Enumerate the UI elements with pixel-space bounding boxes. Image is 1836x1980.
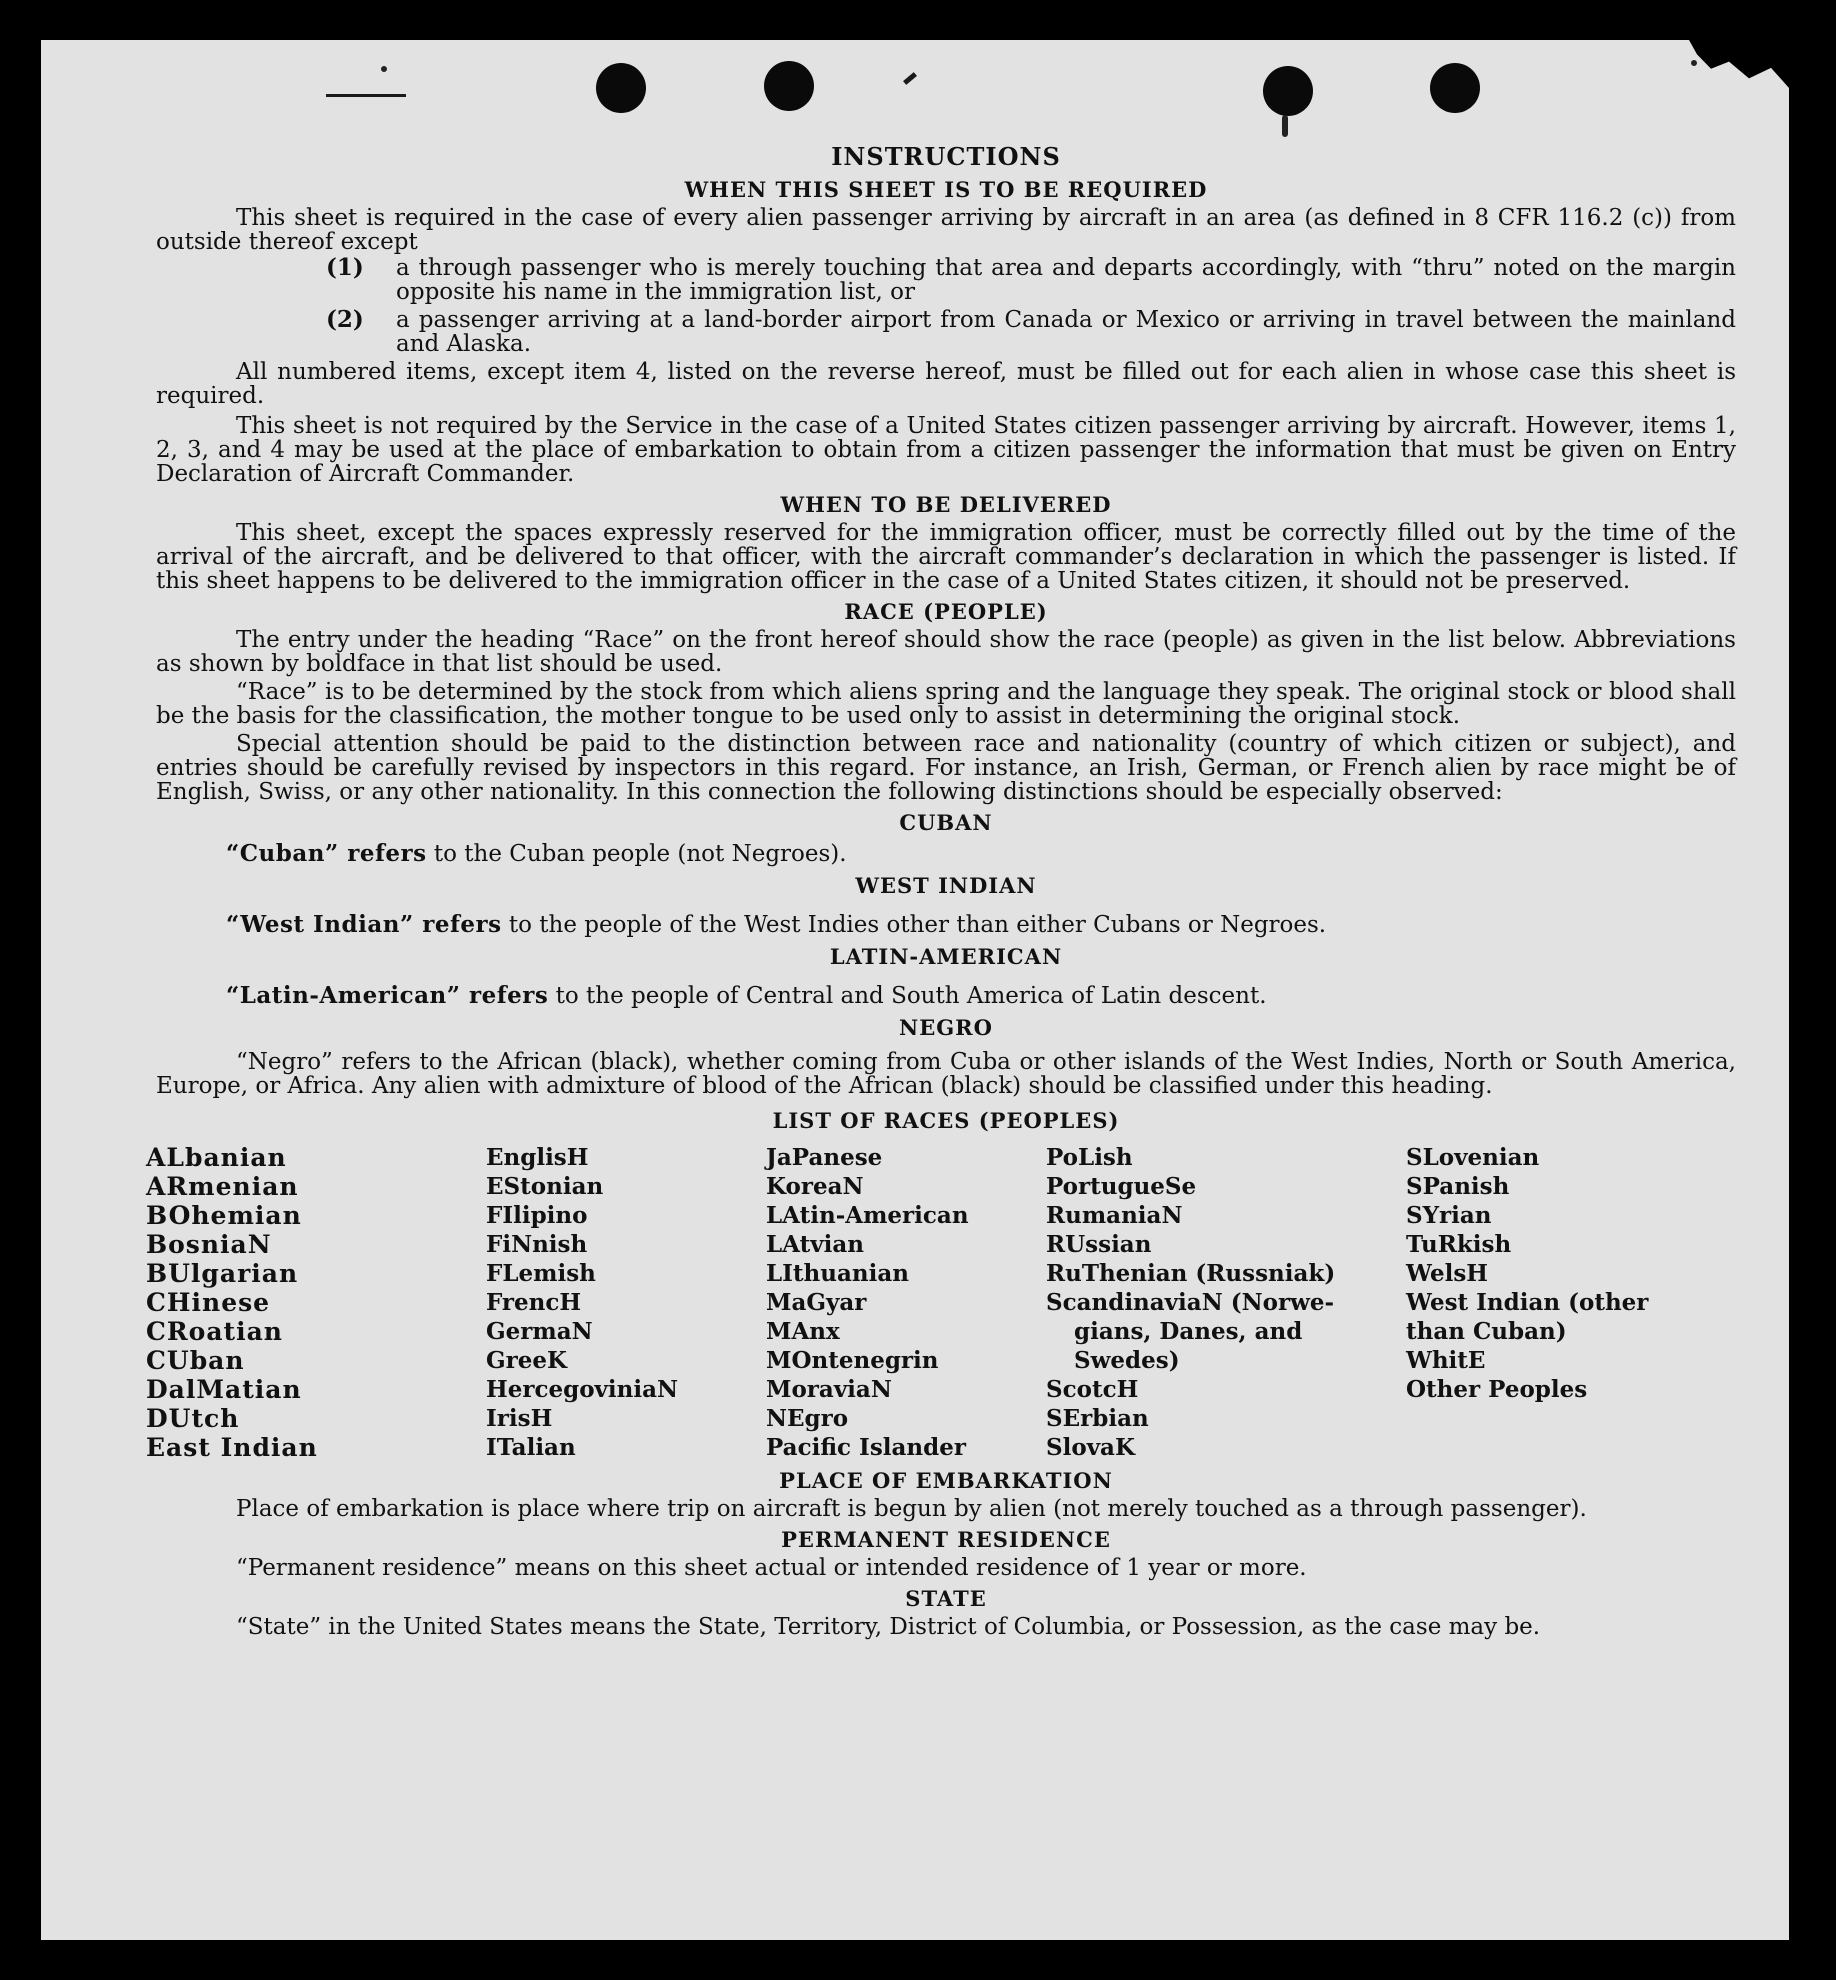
race-entry: IrisH [486,1405,553,1432]
document-sheet [41,40,1789,1940]
race-entry: ITalian [486,1434,576,1461]
page-title: INSTRUCTIONS [831,142,1061,171]
when-required-intro: This sheet is required in the case of every alien passenger arriving by aircraft in an area (as defined in 8 CFR 116.2 (c)) from outside thereof except [156,205,1736,255]
race-entry: KoreaN [766,1173,864,1200]
definition-term: “Cuban” refers [226,840,427,867]
race-entry: BUlgarian [146,1259,299,1288]
definition-term: “West Indian” refers [226,911,502,938]
race-entry: LAtvian [766,1231,864,1258]
section-heading-west-indian: WEST INDIAN [855,873,1037,898]
when-delivered-para: This sheet, except the spaces expressly reserved for the immigration officer, must be correctly filled out by the time of the arrival of the aircraft, and be delivered to that officer, with the aircraft commander’s declaration in which the passenger is listed. If this sheet happens to be delivered to the immigration officer in the case of a United States citizen, it should not be preserved. [156,520,1736,594]
race-column [486,1143,766,1462]
race-entry: FLemish [486,1260,596,1287]
when-required-para-3: This sheet is not required by the Service in the case of a United States citizen passenger arriving by aircraft. However, items 1, 2, 3, and 4 may be used at the place of embarkation to obtain from a citizen passenger the information that must be given on Entry Declaration of Aircraft Commander. [156,413,1736,487]
pencil-mark [326,94,406,97]
pencil-mark [903,72,917,85]
speck [381,66,387,72]
race-entry: SLovenian [1406,1144,1540,1171]
race-entry: MOntenegrin [766,1347,939,1374]
when-required-para-2: All numbered items, except item 4, listed on the reverse hereof, must be filled out for each alien in whose case this sheet is required. [156,359,1736,409]
race-para-2: “Race” is to be determined by the stock from which aliens spring and the language they speak. The original stock or blood shall be the basis for the classification, the mother tongue to be used only to assist in determining the original stock. [156,679,1736,729]
race-column [1406,1143,1666,1462]
instructions-content [146,100,1736,1640]
race-entry: BosniaN [146,1230,272,1259]
section-heading-negro: NEGRO [899,1015,993,1040]
race-entry: SPanish [1406,1173,1510,1200]
race-entry: TuRkish [1406,1231,1512,1258]
race-entry: EStonian [486,1173,604,1200]
race-entry: SYrian [1406,1202,1492,1229]
race-entry: EnglisH [486,1144,589,1171]
race-entry: ALbanian [146,1143,287,1172]
item-number: (2) [326,306,364,333]
exception-item-1 [326,256,1736,304]
race-entry: MoraviaN [766,1376,892,1403]
race-entry: than Cuban) [1406,1318,1567,1345]
race-entry: Swedes) [1074,1347,1180,1374]
race-entry: gians, Danes, and [1074,1318,1303,1345]
section-heading-permanent-residence: PERMANENT RESIDENCE [781,1527,1111,1552]
race-entry: SErbian [1046,1405,1149,1432]
race-entry: RuThenian (Russniak) [1046,1260,1336,1287]
definition-text: to the Cuban people (not Negroes). [433,841,847,867]
section-heading-when-required: WHEN THIS SHEET IS TO BE REQUIRED [684,177,1208,202]
race-entry: HercegoviniaN [486,1376,679,1403]
section-heading-list-of-races: LIST OF RACES (PEOPLES) [772,1108,1120,1133]
latin-american-definition [226,983,1736,1009]
race-entry: Pacific Islander [766,1434,966,1461]
item-text: a through passenger who is merely touching that area and departs accordingly, with “thru” noted on the margin opposite his name in the immigration list, or [396,255,1736,305]
race-entry: Other Peoples [1406,1376,1588,1403]
race-entry: RumaniaN [1046,1202,1183,1229]
race-entry: West Indian (other [1406,1289,1649,1316]
race-entry: LIthuanian [766,1260,909,1287]
state-para: “State” in the United States means the State, Territory, District of Columbia, or Possession, as the case may be. [236,1614,1541,1640]
race-entry: WhitE [1406,1347,1486,1374]
definition-term: “Latin-American” refers [226,982,549,1009]
race-entry: DUtch [146,1404,240,1433]
race-entry: MaGyar [766,1289,867,1316]
race-entry: FrencH [486,1289,582,1316]
race-entry: WelsH [1406,1260,1489,1287]
torn-corner [1689,40,1789,88]
section-heading-race: RACE (PEOPLE) [844,599,1048,624]
race-entry: JaPanese [766,1144,883,1171]
section-heading-latin-american: LATIN-AMERICAN [829,944,1063,969]
race-entry: BOhemian [146,1201,302,1230]
item-text: a passenger arriving at a land-border airport from Canada or Mexico or arriving in travel between the mainland and Alaska. [396,307,1736,357]
race-entry: SlovaK [1046,1434,1135,1461]
race-entry: CRoatian [146,1317,283,1346]
west-indian-definition [226,912,1736,938]
race-entry: GermaN [486,1318,593,1345]
race-column [1046,1143,1406,1462]
race-para-3: Special attention should be paid to the distinction between race and nationality (country of which citizen or subject), and entries should be carefully revised by inspectors in this regard. For instance, an Irish, German, or French alien by race might be of English, Swiss, or any other nationality. In this connection the following distinctions should be especially observed: [156,731,1736,805]
place-of-embarkation-para: Place of embarkation is place where trip on aircraft is begun by alien (not merely touched as a through passenger). [236,1496,1587,1522]
race-entry: GreeK [486,1347,568,1374]
race-entry: CUban [146,1346,245,1375]
section-heading-cuban: CUBAN [899,810,993,835]
item-number: (1) [326,254,364,281]
race-entry: East Indian [146,1433,318,1462]
race-entry: FiNnish [486,1231,588,1258]
section-heading-place-of-embarkation: PLACE OF EMBARKATION [779,1468,1113,1493]
definition-text: to the people of the West Indies other than either Cubans or Negroes. [508,912,1327,938]
race-entry: ScandinaviaN (Norwe- [1046,1289,1335,1316]
negro-para: “Negro” refers to the African (black), whether coming from Cuba or other islands of the West Indies, North or South America, Europe, or Africa. Any alien with admixture of blood of the African (black) should be classified under this heading. [156,1049,1736,1099]
speck [1691,60,1697,66]
race-entry: ARmenian [146,1172,299,1201]
race-entry: PoLish [1046,1144,1133,1171]
definition-text: to the people of Central and South America of Latin descent. [555,983,1267,1009]
race-entry: RUssian [1046,1231,1152,1258]
cuban-definition [226,841,1736,867]
race-entry: DalMatian [146,1375,302,1404]
race-entry: CHinese [146,1288,271,1317]
race-column [766,1143,1046,1462]
race-entry: FIlipino [486,1202,588,1229]
race-list [146,1143,1736,1462]
race-entry: LAtin-American [766,1202,969,1229]
permanent-residence-para: “Permanent residence” means on this sheet actual or intended residence of 1 year or more. [236,1555,1307,1581]
section-heading-when-delivered: WHEN TO BE DELIVERED [780,492,1112,517]
race-entry: MAnx [766,1318,840,1345]
race-column [146,1143,486,1462]
section-heading-state: STATE [905,1586,987,1611]
exception-item-2 [326,308,1736,356]
race-entry: PortugueSe [1046,1173,1197,1200]
race-entry: ScotcH [1046,1376,1139,1403]
race-para-1: The entry under the heading “Race” on the front hereof should show the race (people) as given in the list below. Abbreviations as shown by boldface in that list should be used. [156,627,1736,677]
race-entry: NEgro [766,1405,849,1432]
